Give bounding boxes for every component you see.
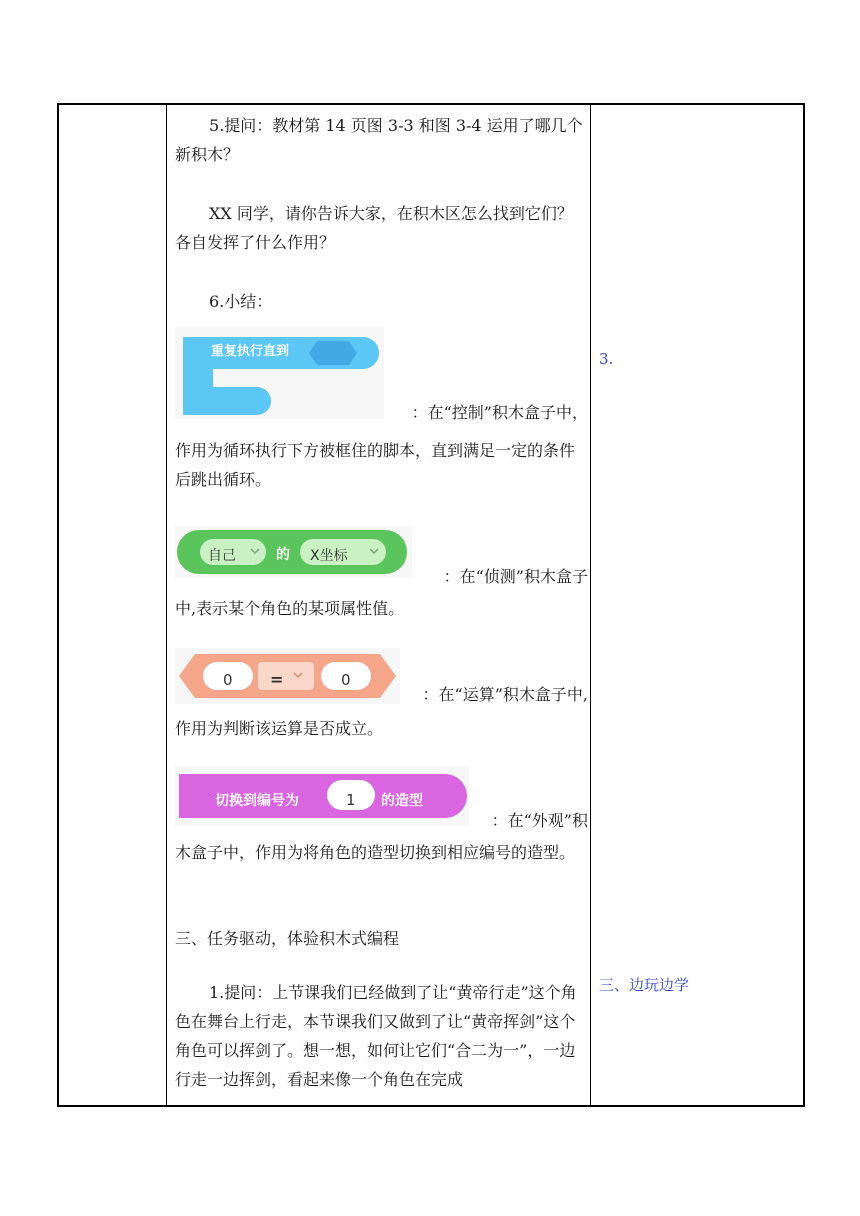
operator-symbol: = bbox=[270, 670, 284, 689]
looks-desc-1: ：在“外观”积 bbox=[491, 811, 588, 830]
question-1: 1.提问：上节课我们已经做到了让“黄帝行走”这个角色在舞台上行走，本节课我们又做到了让“黄帝挥剑”这个角色可以挥剑了。想一想，如何让它们“合二为一”，一边行走一边挥剑，看起来像一个角色在完成 bbox=[175, 983, 577, 1089]
looks-number: 1 bbox=[346, 791, 356, 809]
sensing-of: 的 bbox=[276, 547, 290, 563]
lesson-table bbox=[57, 103, 805, 1107]
sensing-desc-2: 中,表示某个角色的某项属性值。 bbox=[175, 599, 405, 618]
repeat-desc-1: ：在“控制”积木盒子中， bbox=[411, 403, 588, 422]
summary-heading: 6.小结： bbox=[209, 292, 273, 311]
looks-label-1: 切换到编号为 bbox=[215, 793, 299, 809]
operator-left-value: 0 bbox=[223, 671, 233, 689]
question-xx: XX 同学，请你告诉大家，在积木区怎么找到它们？各自发挥了什么作用？ bbox=[175, 204, 573, 252]
sensing-object: 自己 bbox=[208, 548, 236, 564]
column-divider-left bbox=[166, 105, 167, 1105]
design-note-3: 3. bbox=[599, 350, 614, 368]
operator-right-value: 0 bbox=[341, 671, 351, 689]
section-3-heading: 三、任务驱动，体验积木式编程 bbox=[175, 929, 400, 948]
operator-desc-1: ：在“运算”积木盒子中, bbox=[422, 685, 588, 704]
repeat-desc-2: 作用为循环执行下方被框住的脚本，直到满足一定的条件后跳出循环。 bbox=[175, 441, 576, 489]
repeat-until-label: 重复执行直到 bbox=[211, 344, 290, 359]
sensing-property: X坐标 bbox=[310, 548, 348, 564]
column-divider-right bbox=[590, 105, 591, 1105]
operator-desc-2: 作用为判断该运算是否成立。 bbox=[175, 719, 384, 738]
looks-label-2: 的造型 bbox=[381, 793, 423, 809]
question-5: 5.提问：教材第 14 页图 3-3 和图 3-4 运用了哪几个新积木？ bbox=[175, 116, 583, 164]
design-note-section-3: 三、边玩边学 bbox=[599, 976, 690, 994]
sensing-desc-1: ：在“侦测”积木盒子 bbox=[443, 567, 588, 586]
looks-desc-2: 木盒子中，作用为将角色的造型切换到相应编号的造型。 bbox=[175, 843, 576, 862]
